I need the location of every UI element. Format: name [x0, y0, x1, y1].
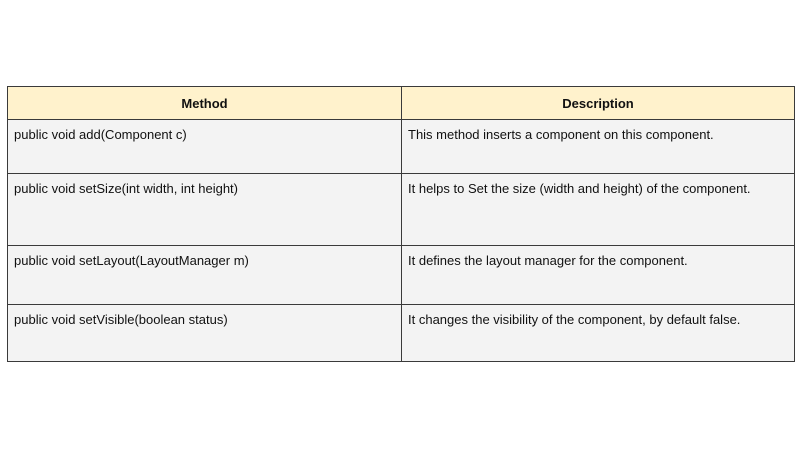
table-row: [8, 120, 795, 174]
description-cell: This method inserts a component on this component.: [402, 120, 795, 174]
methods-table: [7, 86, 795, 362]
table-row: [8, 174, 795, 246]
table-header-row: [8, 87, 795, 120]
description-cell: It defines the layout manager for the component.: [402, 246, 795, 305]
header-method: Method: [8, 87, 402, 120]
method-cell: public void setLayout(LayoutManager m): [8, 246, 402, 305]
table-row: [8, 305, 795, 362]
method-cell: public void setSize(int width, int height): [8, 174, 402, 246]
method-cell: public void setVisible(boolean status): [8, 305, 402, 362]
method-cell: public void add(Component c): [8, 120, 402, 174]
description-cell: It changes the visibility of the component, by default false.: [402, 305, 795, 362]
description-cell: It helps to Set the size (width and height) of the component.: [402, 174, 795, 246]
table-row: [8, 246, 795, 305]
header-description: Description: [402, 87, 795, 120]
